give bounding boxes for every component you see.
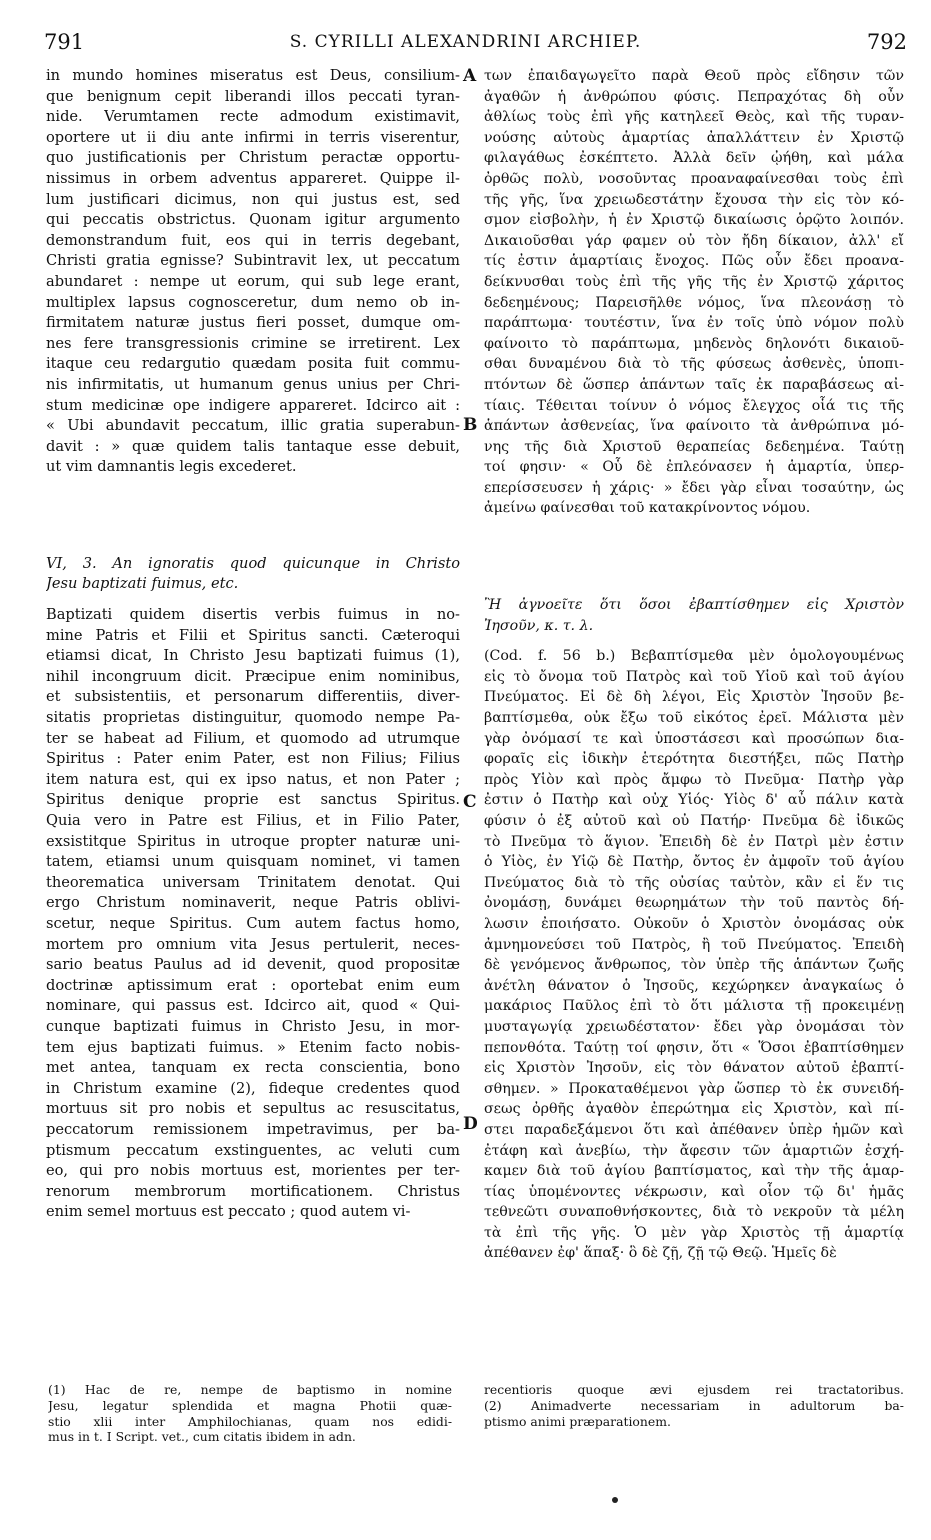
latin-line: tem ejus baptizati fuimus. » Etenim facto nobis-: [46, 1038, 460, 1056]
latin-line: firmitatem naturæ justus fieri posset, dumque om-: [46, 314, 460, 332]
greek-line: φοραῖς εἰς ἰδικὴν ἑτερότητα διεστήξει, πῶς Πατὴρ: [484, 751, 904, 768]
greek-line: μυσταγωγίᾳ χρειωδέστατον· ἔδει γὰρ ὀνομάσαι τὸν: [484, 1018, 904, 1035]
section-gap: [484, 519, 904, 595]
greek-line: δεδεημένους; Παρεισῆλθε νόμος, ἵνα πλεονάσῃ τὸ: [484, 294, 904, 311]
section-gap: [46, 478, 460, 554]
latin-line: Baptizati quidem disertis verbis fuimus in no-: [46, 606, 460, 624]
greek-line: ὀνομάσῃ, δυνάμει θεωρημάτων τὴν τοῦ παντὸς δή-: [484, 895, 904, 912]
footnote-line: (1) Hac de re, nempe de baptismo in nomine: [48, 1382, 452, 1397]
latin-line: nide. Verumtamen recte admodum existimavit,: [46, 108, 460, 126]
greek-line: γὰρ ὀνόμασί τε καὶ ὑποστάσεσι καὶ προσώπων δια-: [484, 730, 904, 747]
latin-line: que benignum cepit liberandi illos peccati tyran-: [46, 87, 460, 105]
latin-line: et subsistentiis, et personarum differentiis, diver-: [46, 688, 460, 706]
footnote-line: ptismo animi præparationem.: [484, 1413, 671, 1429]
greek-line: πρὸς Υἱὸν καὶ πρὸς ἄμφω τὸ Πνεῦμα· Πατὴρ γὰρ: [484, 771, 904, 788]
latin-line: sario beatus Paulus ad id devenit, quod propositæ: [46, 956, 460, 974]
latin-line: renorum membrorum mortificationem. Christus: [46, 1182, 460, 1200]
greek-line: πτόντων δὲ ὥσπερ ἁπάντων ταῖς ἐκ παραβάσεως αἰ-: [484, 376, 904, 393]
greek-heading-line: Ἢ ἀγνοεῖτε ὅτι ὅσοι ἐβαπτίσθημεν εἰς Χριστὸν: [484, 597, 904, 614]
page-number-left: 791: [44, 30, 85, 54]
greek-line: ἀμνημονεύσει τοῦ Πατρὸς, ἢ τοῦ Πνεύματος. Ἐπειδὴ: [484, 936, 904, 953]
latin-line: ut vim damnantis legis excederet.: [46, 458, 297, 476]
greek-line: πεπονθότα. Ταύτῃ τοί φησιν, ὅτι « Ὅσοι ἐβαπτίσθημεν: [484, 1039, 904, 1056]
footnote-line: Jesu, legatur splendida et magna Photii quæ-: [48, 1397, 452, 1413]
greek-line: φύσιν ὁ ἐξ αὐτοῦ καὶ οὐ Πατήρ· Πνεῦμα δὲ ἰδικῶς: [484, 813, 904, 829]
greek-line: παράπτωμα· τουτέστιν, ἵνα ἐν τοῖς ὑπὸ νόμον πολὺ: [484, 315, 904, 332]
section-gap: [46, 595, 460, 605]
latin-line: ptismum peccatum exstinguentes, ac veluti cum: [46, 1141, 460, 1159]
greek-line: ἀθλίως τοὺς ἐπὶ γῆς κατηλεεῖ Θεὸς, καὶ τῆς τυραν-: [484, 109, 904, 126]
section-gap: [484, 636, 904, 646]
latin-line: Christi gratia egnisse? Subintravit lex, ut peccatum: [46, 252, 460, 270]
footnote-line: (2) Animadverte necessariam in adultorum ba-: [484, 1397, 904, 1413]
bottom-dot: [612, 1497, 618, 1503]
margin-letter-b: B: [463, 415, 478, 435]
latin-line: eo, qui pro nobis mortuus est, morientes per ter-: [46, 1162, 460, 1180]
latin-line: in Christum examine (2), fideque credentes quod: [46, 1079, 460, 1097]
latin-line: demonstrandum fuit, eos qui in terris degebant,: [46, 231, 460, 249]
latin-line: oportere ut ii diu ante infirmi in terris viserentur,: [46, 128, 460, 146]
greek-line: σεως ὀρθῆς ἀγαθὸν ἐπερώτημα εἰς Χριστὸν, καὶ πί-: [484, 1101, 904, 1118]
latin-line: nominare, qui passus est. Idcirco ait, quod « Qui-: [46, 997, 460, 1015]
running-header: [0, 30, 931, 56]
latin-line: qui peccatis obstrictus. Quonam igitur argumento: [46, 211, 460, 229]
latin-heading-line: Jesu baptizati fuimus, etc.: [46, 575, 239, 593]
greek-line: εἰς τὸ ὄνομα τοῦ Πατρὸς καὶ τοῦ Υἱοῦ καὶ τοῦ ἁγίου: [484, 668, 904, 685]
latin-line: mortuus sit pro nobis et sepultus ac resuscitatus,: [46, 1100, 460, 1118]
latin-line: nissimus in orbem adventus appareret. Quippe il-: [46, 169, 460, 187]
footnotes-right: [484, 1382, 904, 1429]
latin-line: Spiritus denique proprie est sanctus Spiritus.: [46, 791, 460, 809]
greek-line: ἀγαθῶν ἡ ἀνθρώπου φύσις. Πεπραχότας δὴ οὖν: [484, 88, 904, 105]
latin-line: mortem pro omnium vita Jesus pertulerit, neces-: [46, 935, 460, 953]
latin-line: cunque baptizati fuimus in Christo Jesu, in mor-: [46, 1017, 460, 1035]
greek-line: τοί φησιν· « Οὗ δὲ ἐπλεόνασεν ἡ ἁμαρτία, ὑπερ-: [484, 459, 904, 476]
latin-line: multiplex lapsus cognosceretur, dum nemo ob in-: [46, 293, 460, 311]
greek-line: δείκνυσθαι τοὺς ἐπὶ τῆς γῆς τῆς ἐν Χριστῷ χάριτος: [484, 273, 904, 290]
latin-line: stum medicinæ ope indigere appareret. Idcirco ait :: [46, 396, 460, 414]
latin-line: « Ubi abundavit peccatum, illic gratia superabun-: [46, 417, 460, 435]
latin-line: in mundo homines miseratus est Deus, consilium-: [46, 67, 460, 84]
greek-line: τὰ ἐπὶ τῆς γῆς. Ὁ μὲν γὰρ Χριστὸς τῇ ἁμαρτίᾳ: [484, 1224, 904, 1241]
margin-letter-c: C: [463, 792, 477, 812]
latin-line: abundaret : nempe ut eorum, qui sub lege erant,: [46, 272, 460, 290]
greek-line: σθημεν. » Προκαταθέμενοι γὰρ ὥσπερ τὸ ἐκ συνειδή-: [484, 1080, 904, 1097]
page-number-right: 792: [866, 30, 907, 54]
latin-line: itaque ceu redargutio quædam posita fuit commu-: [46, 355, 460, 373]
greek-column: [484, 66, 904, 1264]
greek-heading-line: Ἰησοῦν, κ. τ. λ.: [484, 617, 594, 634]
greek-line: τὸ Πνεῦμα τὸ ἅγιον. Ἐπειδὴ δὲ ἐν Πατρὶ μὲν ἐστιν: [484, 833, 904, 850]
latin-heading-line: VI, 3. An ignoratis quod quicunque in Christo: [46, 554, 460, 572]
margin-letter-a: A: [463, 66, 477, 86]
greek-line: εἰς Χριστὸν Ἰησοῦν, εἰς τὸν θάνατον αὐτοῦ ἐβαπτί-: [484, 1060, 904, 1077]
greek-line: Πνεύματος. Εἰ δὲ δὴ λέγοι, Εἰς Χριστὸν Ἰησοῦν βε-: [484, 689, 904, 706]
latin-line: nes fere transgressionis crimine se irretirent. Lex: [46, 334, 460, 352]
greek-line: των ἐπαιδαγωγεῖτο παρὰ Θεοῦ πρὸς εἴδησιν τῶν: [484, 68, 904, 84]
footnote-line: recentioris quoque ævi ejusdem rei tractatoribus.: [484, 1382, 904, 1397]
latin-line: scetur, neque Spiritus. Cum autem factus homo,: [46, 914, 460, 932]
greek-line: λωσιν ἐποιήσατο. Οὐκοῦν ὁ Χριστὸν ὀνομάσας οὐκ: [484, 915, 904, 932]
greek-line: τῆς γῆς, ἵνα χρειωδεστάτην ἔχουσα τὴν εἰς τὸν κό-: [484, 191, 904, 208]
running-title: S. CYRILLI ALEXANDRINI ARCHIEP.: [289, 32, 642, 52]
greek-line: τίας ὑπομένοντες νέκρωσιν, καὶ οἷον τῷ δι' ἡμᾶς: [484, 1183, 904, 1200]
footnotes-left: [48, 1382, 452, 1445]
greek-line: σθαι δυναμένου διὰ τὸ τῆς φύσεως ἀσθενὲς, ὑποπι-: [484, 356, 904, 373]
greek-line: νης τῆς διὰ Χριστοῦ θεραπείας δεδεημένα. Ταύτῃ: [484, 438, 904, 455]
latin-line: Spiritus : Pater enim Pater, est non Filius; Filius: [46, 750, 460, 768]
greek-line: νούσης αὐτοὺς ἁμαρτίας ἀπαλλάττειν ἐν Χριστῷ: [484, 129, 904, 146]
greek-line: ὀρθῶς πολὺ, νοσοῦντας προαναφαίνεσθαι τοὺς ἐπὶ: [484, 170, 904, 187]
greek-line: Πνεύματος διὰ τὸ τῆς οὐσίας ταὐτὸν, κἂν εἰ ἕν τις: [484, 874, 904, 891]
latin-line: peccatorum remissionem impetravimus, per ba-: [46, 1120, 460, 1138]
greek-line: ὁ Υἱὸς, ἐν Υἱῷ δὲ Πατὴρ, ὄντος ἐν ἀμφοῖν τοῦ ἁγίου: [484, 854, 904, 871]
greek-line: καμεν διὰ τοῦ ἁγίου βαπτίσματος, καὶ τὴν τῆς ἁμαρ-: [484, 1163, 904, 1180]
latin-line: tatem, etiamsi unum quisquam nominet, vi tamen: [46, 853, 460, 871]
footnote-line: mus in t. I Script. vet., cum citatis ibidem in adn.: [48, 1429, 356, 1445]
greek-line: τίς ἐστιν ἁμαρτίαις ἔνοχος. Πῶς οὖν ἔδει προανα-: [484, 253, 904, 270]
latin-line: lum justificari dicimus, non qui justus est, sed: [46, 190, 460, 208]
latin-line: ter se habeat ad Filium, et quomodo ad utrumque: [46, 729, 460, 747]
latin-line: exsistitque Spiritus in utroque propter naturæ uni-: [46, 832, 460, 850]
greek-line: φιλαγάθως ἐσκέπτετο. Ἀλλὰ δεῖν ᾠήθη, καὶ μάλα: [484, 150, 904, 167]
greek-line: Δικαιοῦσθαι γάρ φαμεν οὐ τὸν ἤδη δίκαιον, ἀλλ' εἴ: [484, 232, 904, 249]
latin-line: item natura est, qui ex ipso natus, et non Pater ;: [46, 770, 460, 788]
margin-letter-d: D: [463, 1114, 478, 1134]
greek-line: σμον εἰσβολὴν, ἡ ἐν Χριστῷ δικαίωσις ὁρῷτο λοιπόν.: [484, 212, 904, 229]
latin-line: doctrinæ aptissimum erat : oportebat enim eum: [46, 976, 460, 994]
greek-line: επερίσσευσεν ἡ χάρις· » ἔδει γὰρ εἶναι τοσαύτην, ὡς: [484, 479, 904, 496]
greek-line: ἐτάφη καὶ ἀνεβίω, τὴν ἄφεσιν τῶν ἁμαρτιῶν ἐσχή-: [484, 1142, 904, 1159]
greek-line: τίαις. Τέθειται τοίνυν ὁ νόμος ἔλεγχος οἷά τις τῆς: [484, 397, 904, 414]
latin-line: sitatis proprietas distinguitur, quomodo nempe Pa-: [46, 709, 460, 727]
footnote-line: stio xlii inter Amphilochianas, quam nos edidi-: [48, 1413, 452, 1429]
greek-line: δὲ γενόμενος ἄνθρωπος, τὸν ὑπὲρ τῆς ἁπάντων ζωῆς: [484, 957, 904, 974]
greek-line: ἀπέθανεν ἐφ' ἅπαξ· ὃ δὲ ζῇ, ζῇ τῷ Θεῷ. Ἡμεῖς δὲ: [484, 1245, 837, 1262]
greek-line: ἀμείνω φαίνεσθαι τοῦ κατακρίνοντος νόμου.: [484, 500, 811, 517]
greek-line: μακάριος Παῦλος ἐπὶ τὸ ὅτι μάλιστα τῇ προκειμένῃ: [484, 998, 904, 1015]
latin-line: met antea, tanquam ex recta conscientia, bono: [46, 1059, 460, 1077]
greek-line: στει παραδεξάμενοι ὅτι καὶ ἀπέθανεν ὑπὲρ ἡμῶν καὶ: [484, 1121, 904, 1138]
greek-line: ἁπάντων ἀσθενείας, ἵνα φαίνοιτο τὰ ἀνθρώπινα μό-: [484, 418, 904, 435]
latin-line: quo justificationis per Christum peractæ opportu-: [46, 149, 460, 167]
latin-line: enim semel mortuus est peccato ; quod autem vi-: [46, 1203, 411, 1221]
greek-line: (Cod. f. 56 b.) Βεβαπτίσμεθα μὲν ὁμολογουμένως: [484, 648, 904, 665]
latin-line: theorematica universam Trinitatem denotat. Qui: [46, 873, 460, 891]
greek-line: ἀνέτλη θάνατον ὁ Ἰησοῦς, κεχώρηκεν ἀναγκαίως ὁ: [484, 977, 904, 994]
greek-line: βαπτίσμεθα, οὐκ ἔξω τοῦ εἰκότος ἐρεῖ. Μάλιστα μὲν: [484, 710, 904, 727]
latin-line: davit : » quæ quidem talis tantaque esse debuit,: [46, 437, 460, 455]
latin-column: [46, 66, 460, 1223]
greek-line: φαίνοιτο τὸ παράπτωμα, μηδενὸς δηλονότι δικαιοῦ-: [484, 335, 904, 352]
latin-line: etiamsi dicat, In Christo Jesu baptizati fuimus (1),: [46, 647, 460, 665]
greek-line: ἐστιν ὁ Πατὴρ καὶ οὐχ Υἱός· Υἱὸς δ' αὖ πάλιν κατὰ: [484, 792, 904, 809]
latin-line: nihil incongruum dicit. Præcipue enim nominibus,: [46, 667, 460, 685]
latin-line: mine Patris et Filii et Spiritus sancti. Cæteroqui: [46, 626, 460, 644]
greek-line: τεθνεῶτι συναποθνήσκοντες, διὰ τὸ νεκροῦν τὰ μέλη: [484, 1204, 904, 1221]
latin-line: nis infirmitatis, ut humanum genus unius per Chri-: [46, 375, 460, 393]
latin-line: Quia vero in Patre est Filius, et in Filio Pater,: [46, 812, 460, 829]
latin-line: ergo Christum nominaverit, neque Patris oblivi-: [46, 894, 460, 912]
